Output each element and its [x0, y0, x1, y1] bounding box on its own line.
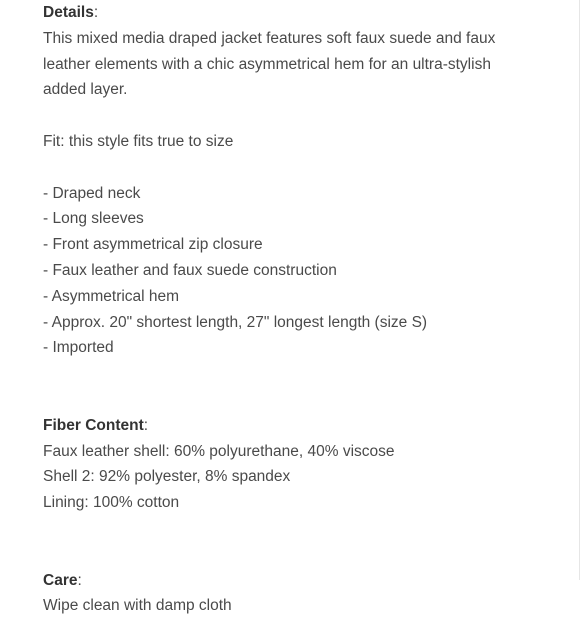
- details-description-line-1: This mixed media draped jacket features soft faux suede and faux: [43, 29, 496, 47]
- details-description-line-3: added layer.: [43, 81, 128, 99]
- fiber-item: Shell 2: 92% polyester, 8% spandex: [43, 468, 291, 486]
- spacer: [43, 516, 573, 542]
- feature-item: - Asymmetrical hem: [43, 287, 180, 305]
- care-heading-colon: :: [77, 571, 82, 589]
- feature-list: [43, 181, 573, 362]
- fiber-list: [43, 439, 573, 516]
- details-heading-line: [43, 0, 573, 26]
- feature-item: - Long sleeves: [43, 210, 144, 228]
- feature-item: - Faux leather and faux suede construction: [43, 261, 337, 279]
- care-heading: Care: [43, 571, 78, 589]
- feature-item: - Approx. 20" shortest length, 27" longest length (size S): [43, 313, 428, 331]
- fiber-heading-line: [43, 413, 573, 439]
- care-heading-line: [43, 568, 573, 594]
- fiber-item: Lining: 100% cotton: [43, 494, 180, 512]
- spacer: [43, 361, 573, 387]
- spacer: [43, 542, 573, 568]
- fiber-heading: Fiber Content: [43, 416, 144, 434]
- feature-item: - Imported: [43, 339, 114, 357]
- fit-note: Fit: this style fits true to size: [43, 132, 234, 150]
- fiber-item: Faux leather shell: 60% polyurethane, 40% viscose: [43, 442, 395, 460]
- feature-item: - Draped neck: [43, 184, 141, 202]
- fiber-heading-colon: :: [143, 416, 149, 434]
- feature-item: - Front asymmetrical zip closure: [43, 236, 263, 254]
- care-instructions: Wipe clean with damp cloth: [43, 597, 232, 615]
- spacer: [43, 387, 573, 413]
- details-heading: Details: [43, 4, 94, 21]
- spacer: [43, 103, 573, 129]
- details-description-line-2: leather elements with a chic asymmetrical hem for an ultra-stylish: [43, 55, 491, 73]
- spacer: [43, 155, 573, 181]
- details-heading-colon: :: [93, 4, 99, 21]
- description-content: [43, 0, 573, 619]
